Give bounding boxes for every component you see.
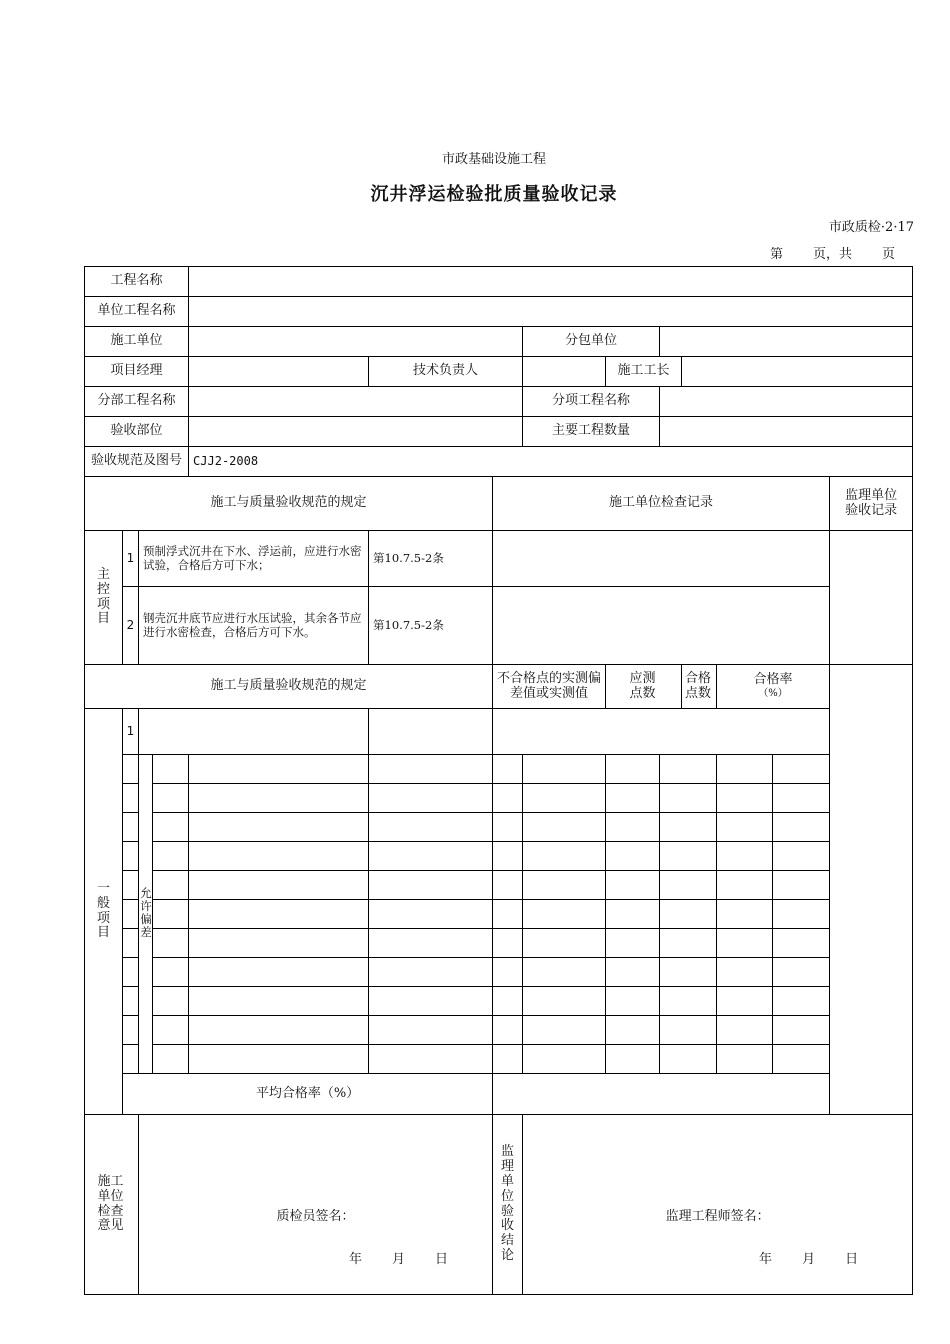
unit-project-value[interactable] bbox=[189, 297, 913, 327]
measured-cell[interactable] bbox=[493, 900, 523, 929]
measured-cell[interactable] bbox=[493, 958, 523, 987]
tolerance-item-no[interactable] bbox=[153, 987, 189, 1016]
measured-cell[interactable] bbox=[660, 813, 717, 842]
general-item-1-no: 1 bbox=[123, 709, 139, 755]
measured-cell[interactable] bbox=[773, 1016, 830, 1045]
form-title: 沉井浮运检验批质量验收记录 bbox=[370, 184, 618, 205]
measured-cell[interactable] bbox=[493, 1045, 523, 1074]
tolerance-item-no[interactable] bbox=[153, 958, 189, 987]
tolerance-item-no[interactable] bbox=[153, 900, 189, 929]
main-item-1-clause: 第10.7.5-2条 bbox=[369, 531, 493, 587]
main-item-1-text: 预制浮式沉井在下水、浮运前，应进行水密试验，合格后方可下水； bbox=[139, 531, 369, 587]
project-name-value[interactable] bbox=[189, 267, 913, 297]
tolerance-item-name[interactable] bbox=[189, 1016, 369, 1045]
measured-cell[interactable] bbox=[773, 929, 830, 958]
tolerance-item-name[interactable] bbox=[189, 987, 369, 1016]
measured-cell[interactable] bbox=[493, 1016, 523, 1045]
deviation-header: 不合格点的实测偏差值或实测值 bbox=[493, 665, 606, 709]
measured-cell[interactable] bbox=[773, 755, 830, 784]
tolerance-item-name[interactable] bbox=[189, 813, 369, 842]
measured-cell[interactable] bbox=[523, 987, 606, 1016]
tolerance-row bbox=[85, 755, 913, 784]
measured-cell[interactable] bbox=[660, 1016, 717, 1045]
avg-rate-value[interactable] bbox=[493, 1074, 830, 1115]
tolerance-row-no[interactable] bbox=[123, 1016, 139, 1045]
tech-lead-value[interactable] bbox=[523, 357, 606, 387]
tolerance-row bbox=[85, 958, 913, 987]
division-value[interactable] bbox=[189, 387, 523, 417]
main-item-1-no: 1 bbox=[123, 531, 139, 587]
foreman-label: 施工工长 bbox=[606, 357, 682, 387]
measured-cell[interactable] bbox=[660, 784, 717, 813]
measured-cell[interactable] bbox=[493, 755, 523, 784]
main-control-section-label: 主控项目 bbox=[85, 531, 123, 665]
subcontractor-value[interactable] bbox=[660, 327, 913, 357]
project-manager-value[interactable] bbox=[189, 357, 369, 387]
tolerance-row bbox=[85, 784, 913, 813]
tolerance-item-name[interactable] bbox=[189, 784, 369, 813]
measured-cell[interactable] bbox=[523, 1016, 606, 1045]
measured-cell[interactable] bbox=[606, 871, 660, 900]
measured-cell[interactable] bbox=[493, 784, 523, 813]
general-item-1-clause[interactable] bbox=[369, 709, 493, 755]
unit-project-label: 单位工程名称 bbox=[85, 297, 189, 327]
measured-cell[interactable] bbox=[773, 871, 830, 900]
tolerance-row-no[interactable] bbox=[123, 900, 139, 929]
measured-cell[interactable] bbox=[717, 1045, 773, 1074]
measured-cell[interactable] bbox=[717, 929, 773, 958]
tolerance-row bbox=[85, 842, 913, 871]
measured-cell[interactable] bbox=[493, 871, 523, 900]
avg-rate-label: 平均合格率（%） bbox=[123, 1074, 493, 1115]
subcontractor-label: 分包单位 bbox=[523, 327, 660, 357]
tolerance-value[interactable] bbox=[369, 871, 493, 900]
measured-cell[interactable] bbox=[773, 900, 830, 929]
tolerance-value[interactable] bbox=[369, 958, 493, 987]
measured-cell[interactable] bbox=[606, 813, 660, 842]
general-section-label: 一般项目 bbox=[85, 709, 123, 1115]
tolerance-item-no[interactable] bbox=[153, 1045, 189, 1074]
contractor-value[interactable] bbox=[189, 327, 523, 357]
inspection-form-table bbox=[84, 266, 913, 1295]
main-item-2-no: 2 bbox=[123, 587, 139, 665]
acceptance-part-label: 验收部位 bbox=[85, 417, 189, 447]
tolerance-item-no[interactable] bbox=[153, 871, 189, 900]
tolerance-row-no[interactable] bbox=[123, 958, 139, 987]
measured-cell[interactable] bbox=[773, 987, 830, 1016]
measured-cell[interactable] bbox=[660, 929, 717, 958]
measured-cell[interactable] bbox=[660, 871, 717, 900]
measured-cell[interactable] bbox=[606, 929, 660, 958]
measured-cell[interactable] bbox=[717, 755, 773, 784]
subitem-value[interactable] bbox=[660, 387, 913, 417]
tolerance-item-no[interactable] bbox=[153, 1016, 189, 1045]
measured-cell[interactable] bbox=[660, 755, 717, 784]
measured-cell[interactable] bbox=[493, 842, 523, 871]
contractor-label: 施工单位 bbox=[85, 327, 189, 357]
measured-cell[interactable] bbox=[493, 987, 523, 1016]
measured-cell[interactable] bbox=[773, 958, 830, 987]
measured-cell[interactable] bbox=[717, 987, 773, 1016]
tolerance-value[interactable] bbox=[369, 784, 493, 813]
general-spec-header: 施工与质量验收规范的规定 bbox=[85, 665, 493, 709]
general-item-1-values[interactable] bbox=[493, 709, 830, 755]
tolerance-row-no[interactable] bbox=[123, 755, 139, 784]
quantity-value[interactable] bbox=[660, 417, 913, 447]
tolerance-row-no[interactable] bbox=[123, 813, 139, 842]
general-item-1-text[interactable] bbox=[139, 709, 369, 755]
tech-lead-label: 技术负责人 bbox=[369, 357, 523, 387]
measured-cell[interactable] bbox=[660, 842, 717, 871]
main-spec-header: 施工与质量验收规范的规定 bbox=[85, 477, 493, 531]
measured-cell[interactable] bbox=[717, 958, 773, 987]
general-supervisor-record[interactable] bbox=[830, 665, 913, 1115]
tolerance-value[interactable] bbox=[369, 1016, 493, 1045]
measured-cell[interactable] bbox=[606, 1045, 660, 1074]
tolerance-item-name[interactable] bbox=[189, 900, 369, 929]
measured-cell[interactable] bbox=[606, 987, 660, 1016]
measured-cell[interactable] bbox=[660, 987, 717, 1016]
measured-cell[interactable] bbox=[606, 1016, 660, 1045]
measured-cell[interactable] bbox=[717, 871, 773, 900]
measured-cell[interactable] bbox=[523, 813, 606, 842]
main-item-1-check[interactable] bbox=[493, 531, 830, 587]
spec-label: 验收规范及图号 bbox=[85, 447, 189, 477]
contractor-date: 年 月 日 bbox=[349, 1252, 449, 1267]
measured-cell[interactable] bbox=[523, 958, 606, 987]
tolerance-row-no[interactable] bbox=[123, 871, 139, 900]
tolerance-row bbox=[85, 987, 913, 1016]
tolerance-value[interactable] bbox=[369, 813, 493, 842]
tolerance-value[interactable] bbox=[369, 900, 493, 929]
main-supervisor-record[interactable] bbox=[830, 531, 913, 665]
tolerance-item-no[interactable] bbox=[153, 929, 189, 958]
main-supervisor-header: 监理单位验收记录 bbox=[830, 477, 913, 531]
tolerance-item-name[interactable] bbox=[189, 842, 369, 871]
tolerance-item-name[interactable] bbox=[189, 871, 369, 900]
quantity-label: 主要工程数量 bbox=[523, 417, 660, 447]
supervisor-signature-area[interactable] bbox=[523, 1115, 913, 1295]
measured-cell[interactable] bbox=[660, 900, 717, 929]
inspector-sign-label: 质检员签名： bbox=[276, 1209, 355, 1224]
tolerance-item-no[interactable] bbox=[153, 784, 189, 813]
tolerance-value[interactable] bbox=[369, 842, 493, 871]
tolerance-row bbox=[85, 813, 913, 842]
rate-header: 合格率 （%） bbox=[717, 665, 830, 709]
tolerance-value[interactable] bbox=[369, 1045, 493, 1074]
measured-cell[interactable] bbox=[606, 755, 660, 784]
contractor-opinion-label: 施工单位检查意见 bbox=[85, 1115, 139, 1295]
main-check-header: 施工单位检查记录 bbox=[493, 477, 830, 531]
measured-cell[interactable] bbox=[523, 871, 606, 900]
tolerance-value[interactable] bbox=[369, 929, 493, 958]
engineer-sign-label: 监理工程师签名： bbox=[665, 1209, 770, 1224]
measured-cell[interactable] bbox=[493, 813, 523, 842]
measured-cell[interactable] bbox=[523, 842, 606, 871]
tolerance-row-no[interactable] bbox=[123, 784, 139, 813]
measured-cell[interactable] bbox=[606, 784, 660, 813]
measured-cell[interactable] bbox=[606, 958, 660, 987]
foreman-value[interactable] bbox=[682, 357, 913, 387]
tolerance-item-no[interactable] bbox=[153, 755, 189, 784]
acceptance-part-value[interactable] bbox=[189, 417, 523, 447]
tolerance-row-no[interactable] bbox=[123, 1045, 139, 1074]
measured-cell[interactable] bbox=[773, 813, 830, 842]
measured-cell[interactable] bbox=[606, 842, 660, 871]
subitem-label: 分项工程名称 bbox=[523, 387, 660, 417]
measured-cell[interactable] bbox=[717, 784, 773, 813]
tolerance-row bbox=[85, 929, 913, 958]
supervisor-conclusion-label: 监理单位验收结论 bbox=[493, 1115, 523, 1295]
measured-cell[interactable] bbox=[773, 784, 830, 813]
tolerance-value[interactable] bbox=[369, 987, 493, 1016]
spec-value[interactable]: CJJ2-2008 bbox=[189, 447, 913, 477]
division-label: 分部工程名称 bbox=[85, 387, 189, 417]
measured-cell[interactable] bbox=[717, 842, 773, 871]
contractor-signature-area[interactable] bbox=[139, 1115, 493, 1295]
measured-cell[interactable] bbox=[523, 1045, 606, 1074]
tolerance-item-name[interactable] bbox=[189, 755, 369, 784]
measured-cell[interactable] bbox=[773, 842, 830, 871]
project-manager-label: 项目经理 bbox=[85, 357, 189, 387]
measured-cell[interactable] bbox=[493, 929, 523, 958]
allow-deviation-label: 允许偏差 bbox=[139, 755, 153, 1074]
measured-cell[interactable] bbox=[773, 1045, 830, 1074]
form-subtitle: 市政基础设施工程 bbox=[441, 152, 546, 167]
measured-cell[interactable] bbox=[660, 1045, 717, 1074]
tolerance-item-no[interactable] bbox=[153, 813, 189, 842]
page-info: 第 页，共 页 bbox=[770, 247, 896, 262]
tolerance-value[interactable] bbox=[369, 755, 493, 784]
measured-cell[interactable] bbox=[523, 900, 606, 929]
project-name-label: 工程名称 bbox=[85, 267, 189, 297]
measured-cell[interactable] bbox=[523, 784, 606, 813]
tolerance-row-no[interactable] bbox=[123, 987, 139, 1016]
measured-cell[interactable] bbox=[717, 1016, 773, 1045]
tolerance-row bbox=[85, 871, 913, 900]
measured-cell[interactable] bbox=[660, 958, 717, 987]
form-code: 市政质检·2·17 bbox=[828, 220, 914, 235]
measured-cell[interactable] bbox=[523, 929, 606, 958]
tolerance-item-name[interactable] bbox=[189, 929, 369, 958]
should-points-header: 应测点数 bbox=[606, 665, 682, 709]
tolerance-row-no[interactable] bbox=[123, 929, 139, 958]
main-item-2-clause: 第10.7.5-2条 bbox=[369, 587, 493, 665]
tolerance-item-no[interactable] bbox=[153, 842, 189, 871]
tolerance-item-name[interactable] bbox=[189, 1045, 369, 1074]
main-item-2-text: 钢壳沉井底节应进行水压试验，其余各节应进行水密检查，合格后方可下水。 bbox=[139, 587, 369, 665]
tolerance-row bbox=[85, 1016, 913, 1045]
tolerance-item-name[interactable] bbox=[189, 958, 369, 987]
tolerance-row bbox=[85, 1045, 913, 1074]
supervisor-date: 年 月 日 bbox=[759, 1252, 859, 1267]
main-item-2-check[interactable] bbox=[493, 587, 830, 665]
qualified-points-header: 合格点数 bbox=[682, 665, 717, 709]
tolerance-row-no[interactable] bbox=[123, 842, 139, 871]
measured-cell[interactable] bbox=[717, 813, 773, 842]
measured-cell[interactable] bbox=[523, 755, 606, 784]
measured-cell[interactable] bbox=[717, 900, 773, 929]
tolerance-row bbox=[85, 900, 913, 929]
measured-cell[interactable] bbox=[606, 900, 660, 929]
